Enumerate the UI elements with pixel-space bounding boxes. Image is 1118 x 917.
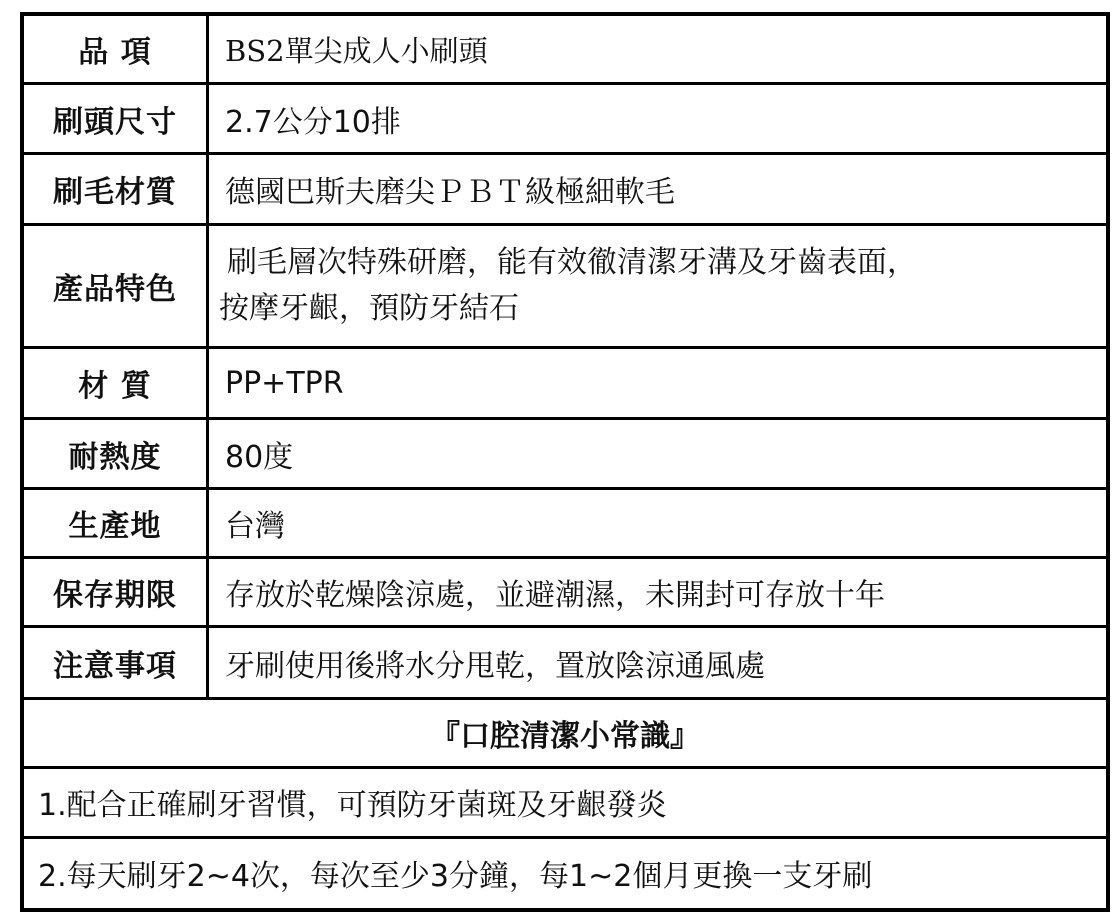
tip-item: 1.配合正確刷牙習慣，可預防牙菌斑及牙齦發炎 [38, 788, 667, 824]
spec-label: 刷頭尺寸 [24, 85, 209, 151]
spec-value: 存放於乾燥陰涼處，並避潮濕，未開封可存放十年 [225, 578, 885, 614]
spec-value: 80度 [225, 439, 294, 475]
product-spec-table [20, 12, 1110, 912]
spec-row-notes [24, 628, 1106, 699]
spec-label: 保存期限 [24, 559, 209, 625]
tips-heading-row [24, 700, 1106, 769]
spec-value: BS2單尖成人小刷頭 [225, 33, 488, 68]
spec-label: 耐熱度 [24, 420, 209, 486]
spec-value: PP+TPR [225, 365, 344, 401]
spec-row-features [24, 226, 1106, 349]
spec-label: 產品特色 [24, 226, 209, 346]
spec-row-material [24, 349, 1106, 420]
spec-label: 品 項 [24, 16, 209, 82]
spec-value: 2.7公分10排 [225, 104, 401, 140]
spec-value: 牙刷使用後將水分甩乾，置放陰涼通風處 [225, 648, 765, 684]
spec-row-brush-head-size [24, 85, 1106, 154]
spec-row-shelf-life [24, 559, 1106, 628]
spec-row-item [24, 16, 1106, 85]
spec-label: 注意事項 [24, 628, 209, 696]
tips-heading: 『口腔清潔小常識』 [430, 719, 700, 755]
tips-row [24, 769, 1106, 838]
spec-value-line: 刷毛層次特殊研磨，能有效徹清潔牙溝及牙齒表面， [227, 245, 917, 281]
tips-row [24, 839, 1106, 908]
spec-value: 德國巴斯夫磨尖ＰＢＴ級極細軟毛 [225, 174, 675, 210]
spec-row-heat-resistance [24, 420, 1106, 489]
spec-label: 材 質 [24, 349, 209, 417]
spec-label: 刷毛材質 [24, 155, 209, 223]
spec-value-line: 按摩牙齦，預防牙結石 [219, 291, 519, 327]
spec-label: 生產地 [24, 490, 209, 556]
spec-row-origin [24, 490, 1106, 559]
spec-row-bristle-material [24, 155, 1106, 226]
tip-item: 2.每天刷牙2~4次，每次至少3分鐘，每1~2個月更換一支牙刷 [38, 859, 873, 895]
spec-value [209, 226, 1106, 346]
spec-value: 台灣 [225, 508, 285, 544]
